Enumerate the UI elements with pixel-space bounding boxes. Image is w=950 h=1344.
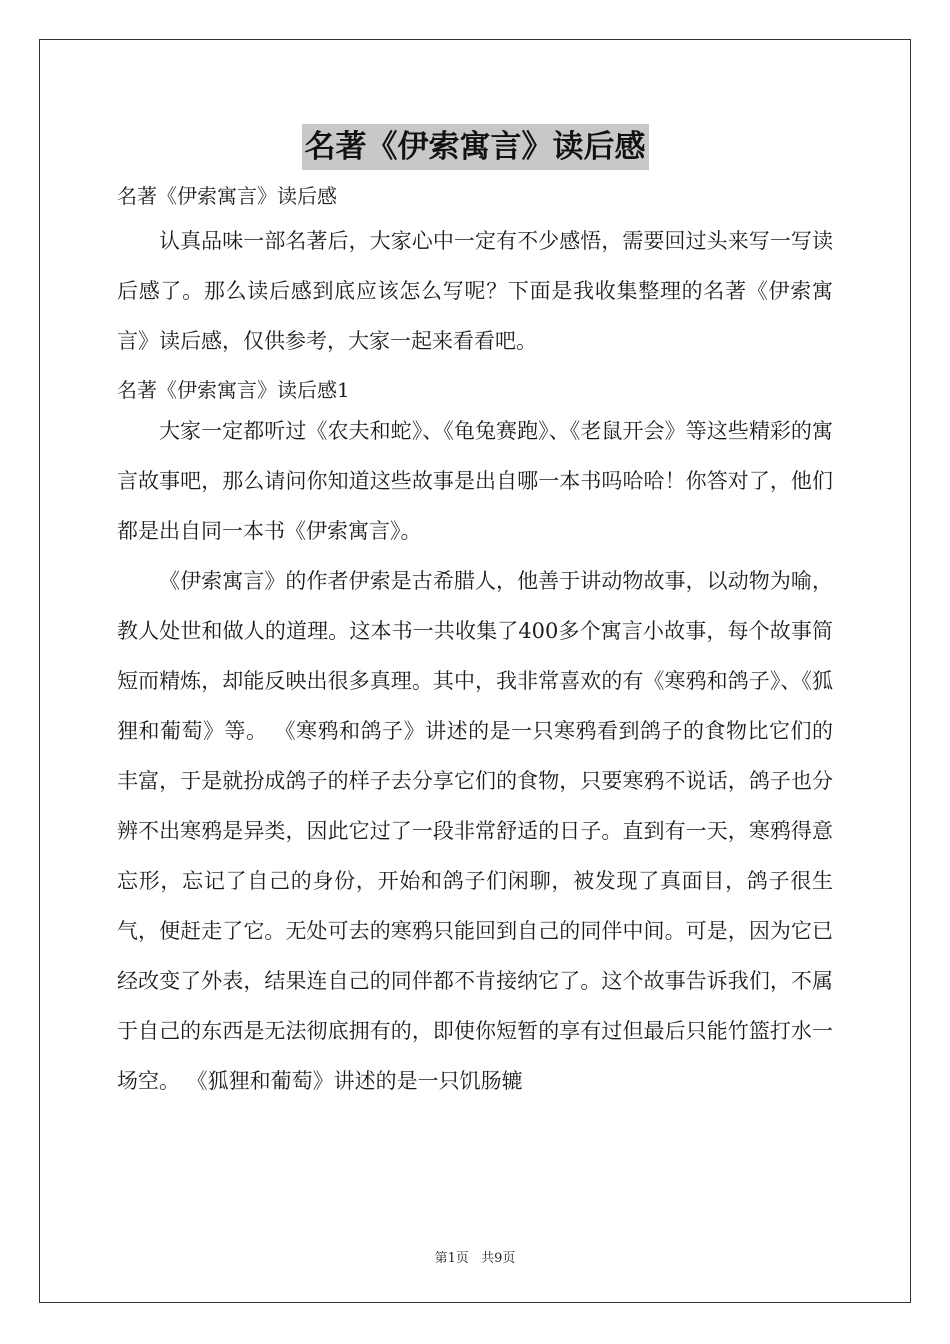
section-heading: 名著《伊索寓言》读后感1 (117, 378, 350, 402)
document-title: 名著《伊索寓言》读后感 (302, 124, 649, 170)
body-paragraph: 《伊索寓言》的作者伊索是古希腊人，他善于讲动物故事，以动物为喻，教人处世和做人的道理。这本书一共收集了400多个寓言小故事，每个故事简短而精炼，却能反映出很多真理。其中，我非常喜欢的有《寒鸦和鸽子》、《狐狸和葡萄》等。 《寒鸦和鸽子》讲述的是一只寒鸦看到鸽子的食物比它们的丰富，于是就扮成鸽子的样子去分享它们的食物，只要寒鸦不说话，鸽子也分辨不出寒鸦是异类，因此它过了一段非常舒适的日子。直到有一天，寒鸦得意忘形，忘记了自己的身份，开始和鸽子们闲聊，被发现了真面目，鸽子很生气，便赶走了它。无处可去的寒鸦只能回到自己的同伴中间。可是，因为它已经改变了外表，结果连自己的同伴都不肯接纳它了。这个故事告诉我们，不属于自己的东西是无法彻底拥有的，即使你短暂的享有过但最后只能竹篮打水一场空。 《狐狸和葡萄》讲述的是一只饥肠辘 (117, 569, 833, 1093)
page-total: 共9页 (481, 1251, 516, 1266)
document-subtitle: 名著《伊索寓言》读后感 (117, 184, 337, 208)
body-paragraph: 大家一定都听过《农夫和蛇》、《龟兔赛跑》、《老鼠开会》等这些精彩的寓言故事吧，那么请问你知道这些故事是出自哪一本书吗哈哈！你答对了，他们都是出自同一本书《伊索寓言》。 (117, 419, 833, 543)
document-body (117, 124, 833, 1106)
title-wrap (117, 124, 833, 178)
page-footer (0, 1247, 950, 1266)
page-number: 第1页 (434, 1251, 469, 1266)
intro-paragraph: 认真品味一部名著后，大家心中一定有不少感悟，需要回过头来写一写读后感了。那么读后感到底应该怎么写呢？下面是我收集整理的名著《伊索寓言》读后感，仅供参考，大家一起来看看吧。 (117, 229, 833, 353)
